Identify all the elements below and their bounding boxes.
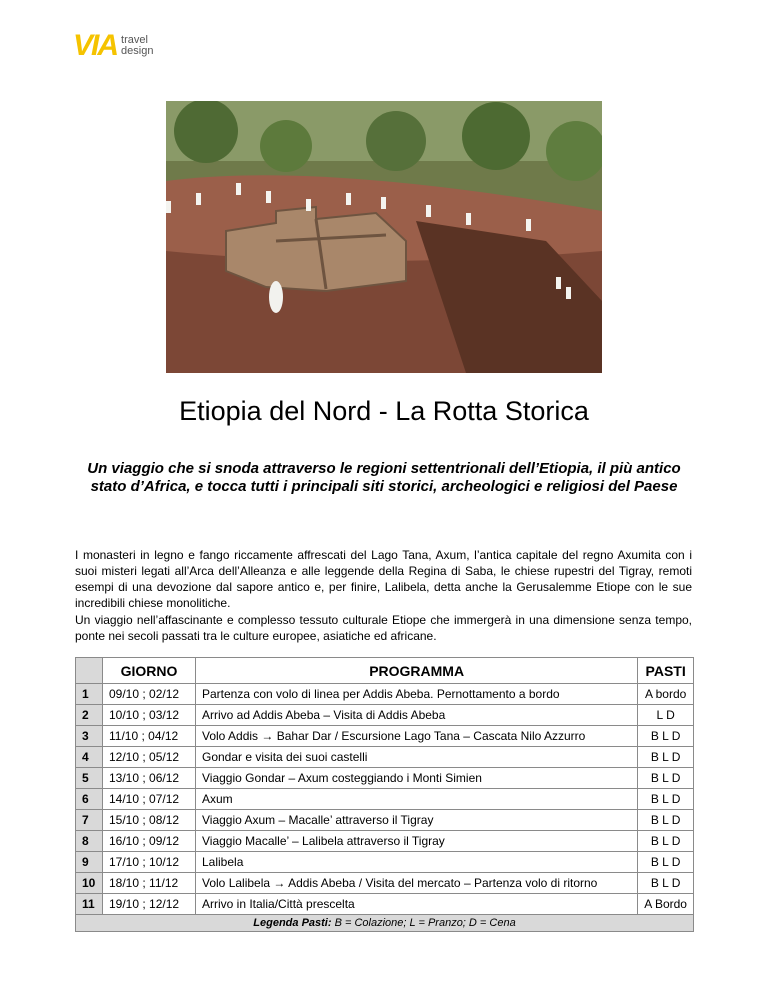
day-number: 7 <box>76 810 103 831</box>
day-date: 11/10 ; 04/12 <box>103 726 196 747</box>
table-row <box>76 726 694 747</box>
day-program: Arrivo in Italia/Città prescelta <box>196 894 638 915</box>
day-meals: B L D <box>638 831 694 852</box>
table-row <box>76 684 694 705</box>
day-meals: L D <box>638 705 694 726</box>
intro-paragraph: I monasteri in legno e fango riccamente affrescati del Lago Tana, Axum, l’antica capitale del regno Axumita con i suoi misteri legati all’Arca dell’Alleanza e alle leggende della Regina di Saba, le chiese rupestri del Tigray, remoti esempi di una devozione dal sapore antico e, per finire, Lalibela, detta anche la Gerusalemme Etiope con le sue incredibili chiese monolitiche. <box>75 548 692 610</box>
page-title: Etiopia del Nord - La Rotta Storica <box>179 396 589 426</box>
day-date: 18/10 ; 11/12 <box>103 873 196 894</box>
day-date: 17/10 ; 10/12 <box>103 852 196 873</box>
day-meals: A bordo <box>638 684 694 705</box>
day-date: 16/10 ; 09/12 <box>103 831 196 852</box>
day-number: 8 <box>76 831 103 852</box>
table-header-row <box>76 658 694 684</box>
rock-church-illustration <box>166 101 602 373</box>
day-number: 5 <box>76 768 103 789</box>
date-header: GIORNO <box>103 658 196 684</box>
brand-logo <box>73 29 154 62</box>
hero-photo <box>166 101 602 373</box>
day-date: 10/10 ; 03/12 <box>103 705 196 726</box>
table-row <box>76 894 694 915</box>
day-date: 14/10 ; 07/12 <box>103 789 196 810</box>
day-number: 1 <box>76 684 103 705</box>
day-number: 9 <box>76 852 103 873</box>
table-row <box>76 789 694 810</box>
logo-tagline <box>121 35 153 57</box>
day-program: Volo Lalibela → Addis Abeba / Visita del mercato – Partenza volo di ritorno <box>196 873 638 894</box>
day-number: 3 <box>76 726 103 747</box>
legend-text: B = Colazione; L = Pranzo; D = Cena <box>334 917 516 929</box>
day-number-header <box>76 658 103 684</box>
day-meals: B L D <box>638 873 694 894</box>
legend-row <box>76 915 694 932</box>
day-meals: B L D <box>638 768 694 789</box>
day-date: 19/10 ; 12/12 <box>103 894 196 915</box>
day-program: Viaggio Axum – Macalle’ attraverso il Tigray <box>196 810 638 831</box>
logo-tagline-line1: travel <box>121 34 148 46</box>
day-number: 11 <box>76 894 103 915</box>
logo-tagline-line2: design <box>121 45 154 57</box>
itinerary-table <box>75 657 694 932</box>
day-number: 10 <box>76 873 103 894</box>
day-number: 6 <box>76 789 103 810</box>
page-subtitle: Un viaggio che si snoda attraverso le regioni settentrionali dell’Etiopia, il più antico stato d’Africa, e tocca tutti i principali siti storici, archeologici e religiosi del Paese <box>87 460 681 495</box>
day-date: 09/10 ; 02/12 <box>103 684 196 705</box>
day-date: 12/10 ; 05/12 <box>103 747 196 768</box>
day-meals: A Bordo <box>638 894 694 915</box>
day-number: 4 <box>76 747 103 768</box>
table-row <box>76 747 694 768</box>
meals-header: PASTI <box>638 658 694 684</box>
day-program: Gondar e visita dei suoi castelli <box>196 747 638 768</box>
day-program: Lalibela <box>196 852 638 873</box>
table-row <box>76 810 694 831</box>
table-row <box>76 831 694 852</box>
day-date: 13/10 ; 06/12 <box>103 768 196 789</box>
day-program: Viaggio Gondar – Axum costeggiando i Monti Simien <box>196 768 638 789</box>
table-row <box>76 768 694 789</box>
table-row <box>76 873 694 894</box>
day-meals: B L D <box>638 810 694 831</box>
day-program: Arrivo ad Addis Abeba – Visita di Addis Abeba <box>196 705 638 726</box>
legend-label: Legenda Pasti: <box>253 917 332 929</box>
day-meals: B L D <box>638 747 694 768</box>
day-meals: B L D <box>638 789 694 810</box>
table-row <box>76 705 694 726</box>
day-number: 2 <box>76 705 103 726</box>
meals-legend <box>76 915 694 932</box>
logo-mark: VIA <box>73 29 118 62</box>
day-date: 15/10 ; 08/12 <box>103 810 196 831</box>
day-program: Axum <box>196 789 638 810</box>
day-meals: B L D <box>638 726 694 747</box>
program-header: PROGRAMMA <box>196 658 638 684</box>
day-program: Partenza con volo di linea per Addis Abeba. Pernottamento a bordo <box>196 684 638 705</box>
day-meals: B L D <box>638 852 694 873</box>
day-program: Volo Addis → Bahar Dar / Escursione Lago Tana – Cascata Nilo Azzurro <box>196 726 638 747</box>
intro-paragraph-2: Un viaggio nell’affascinante e complesso tessuto culturale Etiope che immergerà in una dimensione senza tempo, ponte nei secoli passati tra le culture europee, asiatiche ed africane. <box>75 613 692 643</box>
table-row <box>76 852 694 873</box>
day-program: Viaggio Macalle’ – Lalibela attraverso il Tigray <box>196 831 638 852</box>
